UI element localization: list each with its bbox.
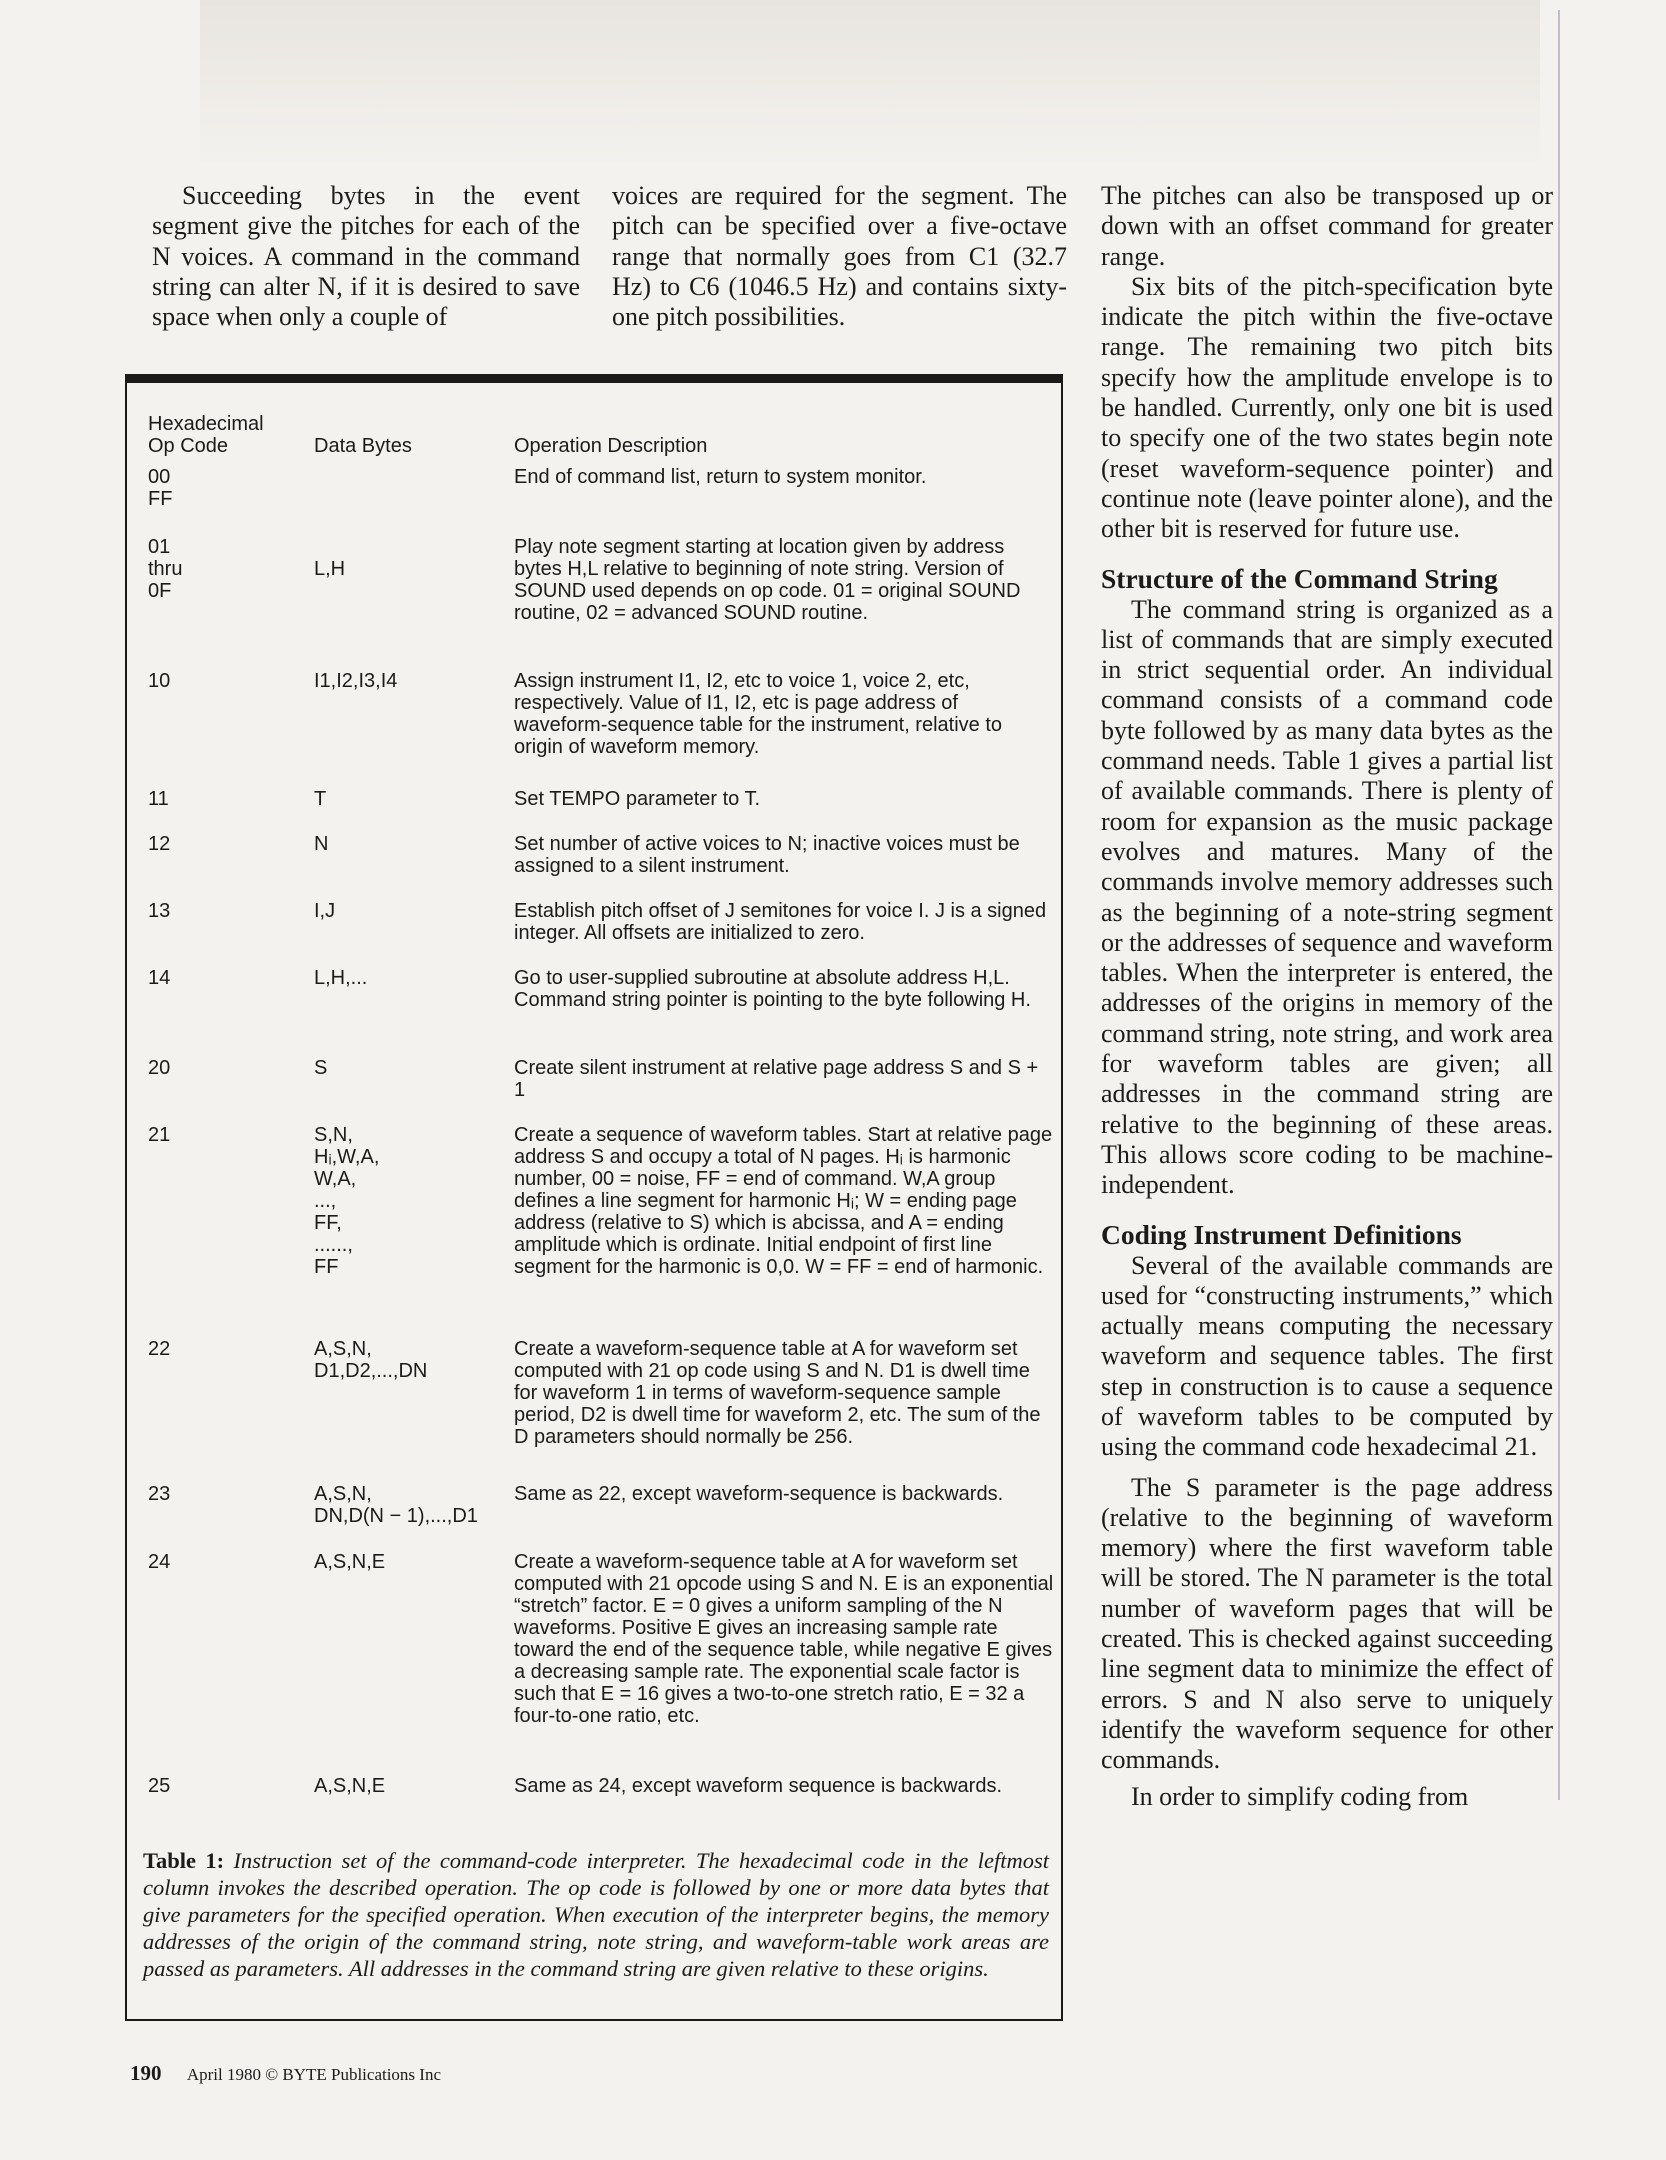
- text-column-right: [1101, 181, 1553, 1812]
- op-code: 20: [148, 1057, 171, 1079]
- operation-description: Assign instrument I1, I2, etc to voice 1, voice 2, etc, respectively. Value of I1, I2, etc is page address of waveform-sequence table for the instrument, relative to origin of waveform memory.: [514, 670, 1003, 758]
- operation-description: Create a waveform-sequence table at A for waveform set computed with 21 opcode using S and N. E is an exponential “stretch” factor. E = 0 gives a uniform sampling of the N waveforms. Positive E gives an increasing sample rate toward the end of the sequence table, while negative E gives a decreasing sample rate. The exponential scale factor is such that E = 16 gives a two-to-one stretch ratio, E = 32 a four-to-one ratio, etc.: [514, 1551, 1054, 1727]
- header-operation-description: Operation Description: [514, 435, 708, 457]
- op-code: 25: [148, 1775, 171, 1797]
- operation-description: Play note segment starting at location given by address bytes H,L relative to beginning of note string. Version of SOUND used depends on op code. 01 = original SOUND routine, 02 = advanced SOUND routine.: [514, 536, 1021, 624]
- footer-credit: April 1980 © BYTE Publications Inc: [186, 2065, 442, 2084]
- header-op-code: Hexadecimal Op Code: [148, 413, 264, 457]
- operation-description: Create a sequence of waveform tables. Start at relative page address S and occupy a total of N pages. Hᵢ is harmonic number, 00 = noise, FF = end of command. W,A group defines a line segment for harmonic Hᵢ; W = ending page address (relative to S) which is abcissa, and A = ending amplitude which is ordinate. Initial endpoint of first line segment for the harmonic is 0,0. W = FF = end of harmonic.: [514, 1124, 1053, 1278]
- op-code: 13: [148, 900, 171, 922]
- operation-description: Create silent instrument at relative page address S and S + 1: [514, 1057, 1039, 1101]
- data-bytes: A,S,N, DN,D(N − 1),...,D1: [314, 1483, 478, 1527]
- caption-text: Instruction set of the command-code interpreter. The hexadecimal code in the leftmost column invokes the described operation. The op code is followed by one or more data bytes that give parameters for the specified operation. When execution of the interpreter begins, the memory addresses of the origin of the command string, note string, and waveform-table work areas are passed as parameters. All addresses in the command string are given relative to these origins.: [143, 1848, 1050, 1981]
- operation-description: Set TEMPO parameter to T.: [514, 788, 761, 810]
- paragraph: In order to simplify coding from: [1131, 1781, 1469, 1811]
- operation-description: Set number of active voices to N; inactive voices must be assigned to a silent instrument.: [514, 833, 1020, 877]
- page-footer: [130, 2061, 441, 2086]
- header-data-bytes: Data Bytes: [314, 435, 412, 457]
- data-bytes: L,H: [314, 558, 346, 580]
- op-code: 23: [148, 1483, 171, 1505]
- show-through-bleed: [200, 0, 1540, 170]
- operation-description: Same as 22, except waveform-sequence is backwards.: [514, 1483, 1004, 1505]
- data-bytes: N: [314, 833, 329, 855]
- data-bytes: S,N, Hᵢ,W,A, W,A, ..., FF, ......, FF: [314, 1124, 380, 1278]
- data-bytes: I,J: [314, 900, 336, 922]
- operation-description: Go to user-supplied subroutine at absolute address H,L. Command string pointer is pointing to the byte following H.: [514, 967, 1031, 1011]
- operation-description: Establish pitch offset of J semitones for voice I. J is a signed integer. All offsets are initialized to zero.: [514, 900, 1047, 944]
- operation-description: Create a waveform-sequence table at A for waveform set computed with 21 op code using S and N. D1 is dwell time for waveform 1 in terms of waveform-sequence sample period, D2 is dwell time for waveform 2, etc. The sum of the D parameters should normally be 256.: [514, 1338, 1041, 1448]
- operation-description: Same as 24, except waveform sequence is backwards.: [514, 1775, 1003, 1797]
- op-code: 14: [148, 967, 171, 989]
- op-code: 11: [148, 788, 169, 810]
- paragraph: Succeeding bytes in the event segment give the pitches for each of the N voices. A command in the command string can alter N, if it is desired to save space when only a couple of: [152, 181, 580, 332]
- section-heading: Structure of the Command String: [1101, 562, 1498, 594]
- table-1: [125, 374, 1063, 2021]
- paragraph: Six bits of the pitch-specification byte indicate the pitch within the five-octave range. The remaining two pitch bits specify how the amplitude envelope is to be handled. Currently, only one bit is used to specify one of the two states begin note (reset waveform-sequence pointer) and continue note (leave pointer alone), and the other bit is reserved for future use.: [1101, 271, 1553, 544]
- page-number: 190: [130, 2061, 162, 2085]
- data-bytes: I1,I2,I3,I4: [314, 670, 398, 692]
- data-bytes: S: [314, 1057, 328, 1079]
- operation-description: End of command list, return to system monitor.: [514, 466, 927, 488]
- op-code: 21: [148, 1124, 171, 1146]
- paragraph: Several of the available commands are used for “constructing instruments,” which actually means computing the necessary waveform and sequence tables. The first step in construction is to cause a sequence of waveform tables to be computed by using the command code hexadecimal 21.: [1101, 1250, 1553, 1462]
- op-code: 12: [148, 833, 171, 855]
- caption-label: Table 1:: [143, 1848, 225, 1873]
- text-column-left: [152, 181, 580, 332]
- table-caption: [143, 1847, 1049, 1982]
- data-bytes: L,H,...: [314, 967, 368, 989]
- data-bytes: A,S,N, D1,D2,...,DN: [314, 1338, 428, 1382]
- op-code: 00 FF: [148, 466, 173, 510]
- section-heading: Coding Instrument Definitions: [1101, 1218, 1462, 1250]
- text-column-middle: [612, 181, 1067, 332]
- paragraph: voices are required for the segment. The pitch can be specified over a five-octave range that normally goes from C1 (32.7 Hz) to C6 (1046.5 Hz) and contains sixty-one pitch possibilities.: [612, 181, 1067, 332]
- op-code: 10: [148, 670, 171, 692]
- op-code: 22: [148, 1338, 171, 1360]
- paragraph: The pitches can also be transposed up or down with an offset command for greater range.: [1101, 181, 1553, 271]
- data-bytes: A,S,N,E: [314, 1551, 386, 1573]
- paragraph: The command string is organized as a list of commands that are simply executed in strict sequential order. An individual command consists of a command code byte followed by as many data bytes as the command needs. Table 1 gives a partial list of available commands. There is plenty of room for expansion as the music package evolves and matures. Many of the commands involve memory addresses such as the beginning of a note-string segment or the addresses of sequence and waveform tables. When the interpreter is entered, the addresses of the origins in memory of the command string, note string, and work area for waveform tables are given; all addresses in the command string are relative to the beginning of these areas. This allows score coding to be machine-independent.: [1101, 594, 1553, 1200]
- paragraph: The S parameter is the page address (relative to the beginning of waveform memory) where the first waveform table will be stored. The N parameter is the total number of waveform pages that will be created. This is checked against succeeding line segment data to minimize the effect of errors. S and N also serve to uniquely identify the waveform sequence for other commands.: [1101, 1472, 1553, 1775]
- data-bytes: A,S,N,E: [314, 1775, 386, 1797]
- data-bytes: T: [314, 788, 327, 810]
- op-code: 01 thru 0F: [148, 536, 183, 602]
- page-edge-line: [1558, 10, 1560, 1800]
- op-code: 24: [148, 1551, 171, 1573]
